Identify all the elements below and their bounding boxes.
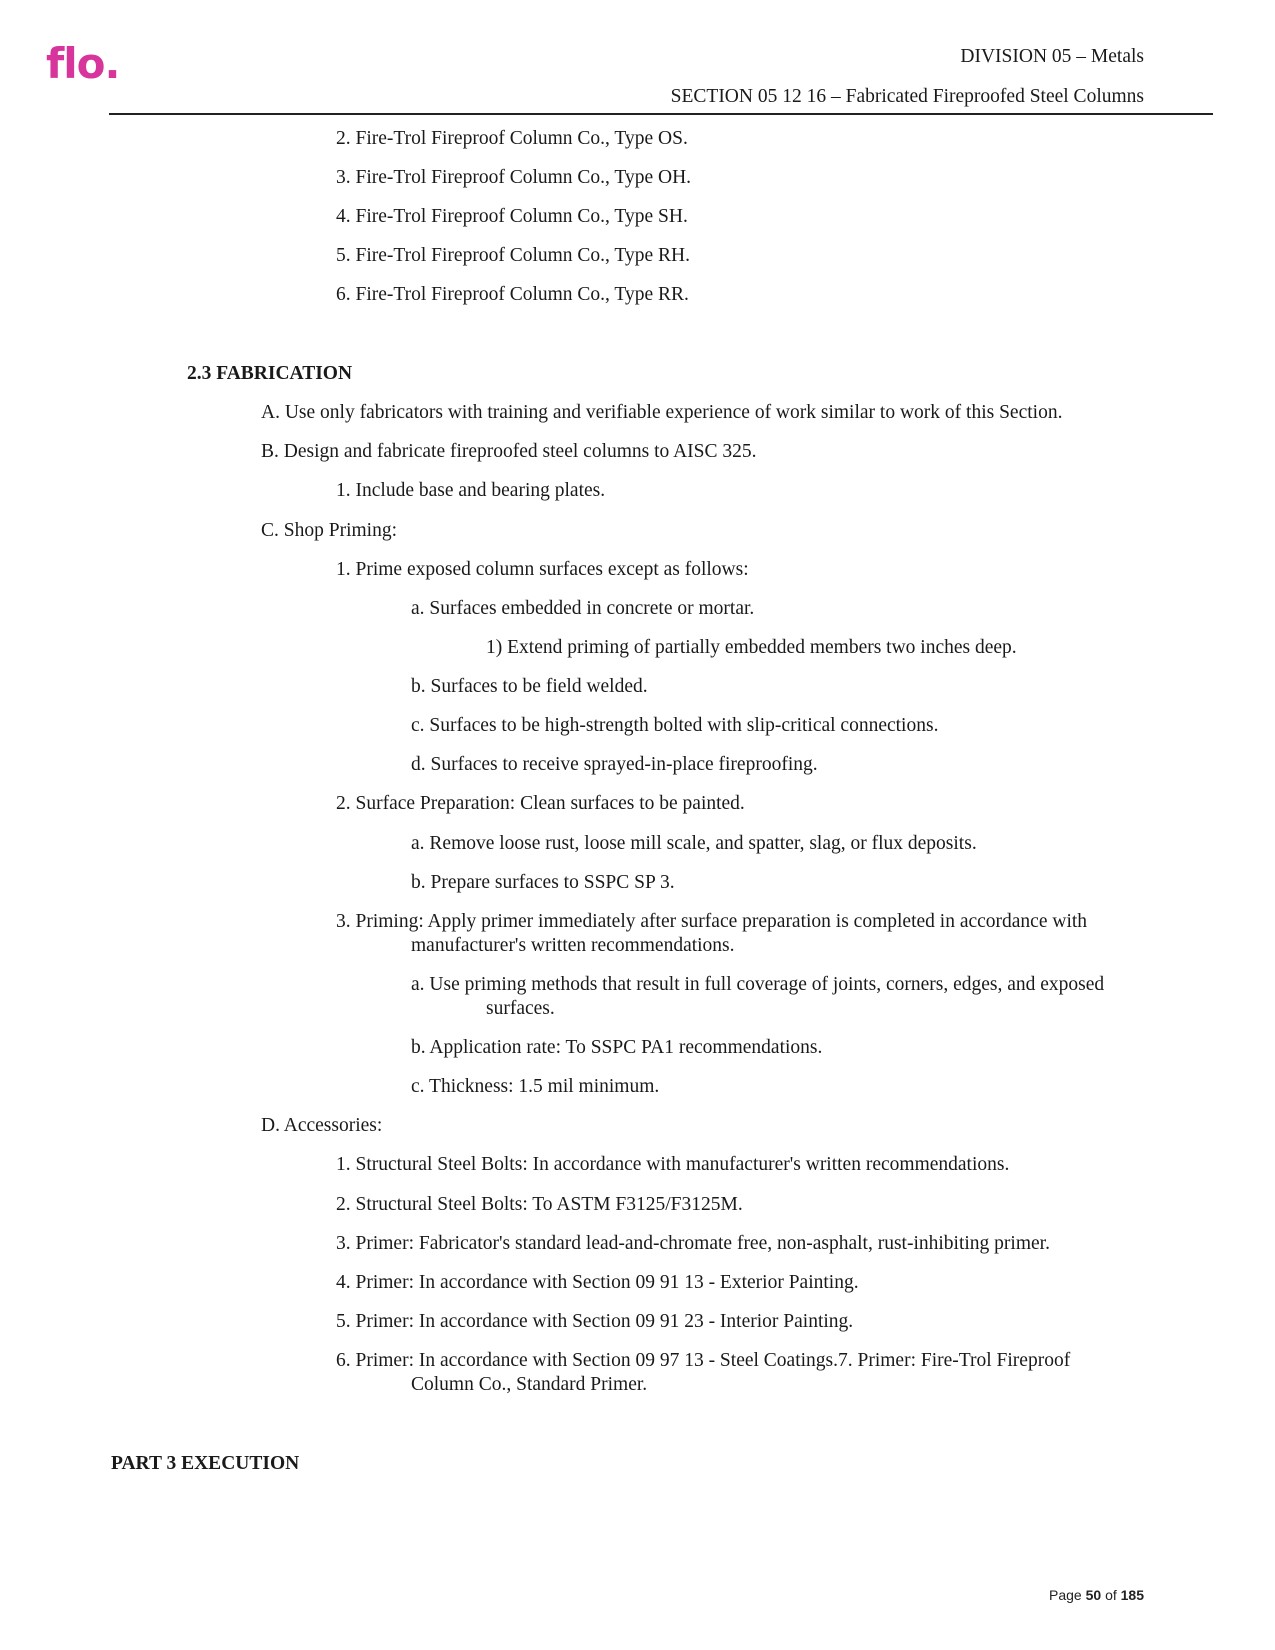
list-item: 4. Fire-Trol Fireproof Column Co., Type SH. <box>336 206 688 227</box>
page-number <box>1049 1587 1144 1603</box>
list-item <box>336 1349 1156 1397</box>
list-item-text: 3. Priming: Apply primer immediately after surface preparation is completed in accordance with <box>336 911 1088 932</box>
of-label: of <box>1105 1587 1117 1603</box>
list-item: 1. Structural Steel Bolts: In accordance with manufacturer's written recommendations. <box>336 1154 1010 1175</box>
list-item-text: 6. Primer: In accordance with Section 09 97 13 - Steel Coatings.7. Primer: Fire-Trol Fireproof <box>336 1350 1071 1371</box>
list-item: c. Thickness: 1.5 mil minimum. <box>411 1076 660 1097</box>
list-item: C. Shop Priming: <box>261 520 397 541</box>
list-item: 5. Fire-Trol Fireproof Column Co., Type RH. <box>336 245 690 266</box>
list-item-continuation: Column Co., Standard Primer. <box>411 1374 648 1395</box>
total-pages: 185 <box>1120 1587 1144 1603</box>
list-item: 6. Fire-Trol Fireproof Column Co., Type RR. <box>336 284 689 305</box>
division-title: DIVISION 05 – Metals <box>960 46 1144 67</box>
header-rule <box>109 113 1213 115</box>
list-item: 4. Primer: In accordance with Section 09 91 13 - Exterior Painting. <box>336 1272 859 1293</box>
list-item: A. Use only fabricators with training and verifiable experience of work similar to work of this Section. <box>261 402 1063 423</box>
list-item: 1) Extend priming of partially embedded members two inches deep. <box>486 637 1017 658</box>
list-item: b. Application rate: To SSPC PA1 recommendations. <box>411 1037 823 1058</box>
list-item: 2. Structural Steel Bolts: To ASTM F3125/F3125M. <box>336 1194 743 1215</box>
page-label: Page <box>1049 1587 1082 1603</box>
list-item: d. Surfaces to receive sprayed-in-place fireproofing. <box>411 754 818 775</box>
list-item <box>336 910 1156 958</box>
part-heading: PART 3 EXECUTION <box>111 1453 300 1474</box>
list-item: 1. Prime exposed column surfaces except as follows: <box>336 559 749 580</box>
flo-logo <box>46 44 142 84</box>
list-item: 2. Fire-Trol Fireproof Column Co., Type OS. <box>336 128 688 149</box>
list-item: b. Prepare surfaces to SSPC SP 3. <box>411 872 675 893</box>
current-page: 50 <box>1085 1587 1102 1603</box>
list-item: b. Surfaces to be field welded. <box>411 676 648 697</box>
section-title: SECTION 05 12 16 – Fabricated Fireproofed Steel Columns <box>670 86 1144 107</box>
list-item: 3. Primer: Fabricator's standard lead-and-chromate free, non-asphalt, rust-inhibiting primer. <box>336 1233 1050 1254</box>
list-item: 2. Surface Preparation: Clean surfaces to be painted. <box>336 793 745 814</box>
list-item-continuation: surfaces. <box>486 998 555 1019</box>
list-item: a. Remove loose rust, loose mill scale, and spatter, slag, or flux deposits. <box>411 833 977 854</box>
section-heading: 2.3 FABRICATION <box>187 363 353 384</box>
list-item: D. Accessories: <box>261 1115 383 1136</box>
list-item: a. Surfaces embedded in concrete or mortar. <box>411 598 755 619</box>
list-item: 3. Fire-Trol Fireproof Column Co., Type OH. <box>336 167 692 188</box>
list-item: 1. Include base and bearing plates. <box>336 480 606 501</box>
svg-text:flo.: flo. <box>46 44 120 84</box>
list-item <box>411 973 1171 1021</box>
list-item-text: a. Use priming methods that result in full coverage of joints, corners, edges, and exposed <box>411 974 1105 995</box>
list-item-continuation: manufacturer's written recommendations. <box>411 935 735 956</box>
list-item: B. Design and fabricate fireproofed steel columns to AISC 325. <box>261 441 757 462</box>
list-item: 5. Primer: In accordance with Section 09 91 23 - Interior Painting. <box>336 1311 854 1332</box>
list-item: c. Surfaces to be high-strength bolted with slip-critical connections. <box>411 715 939 736</box>
